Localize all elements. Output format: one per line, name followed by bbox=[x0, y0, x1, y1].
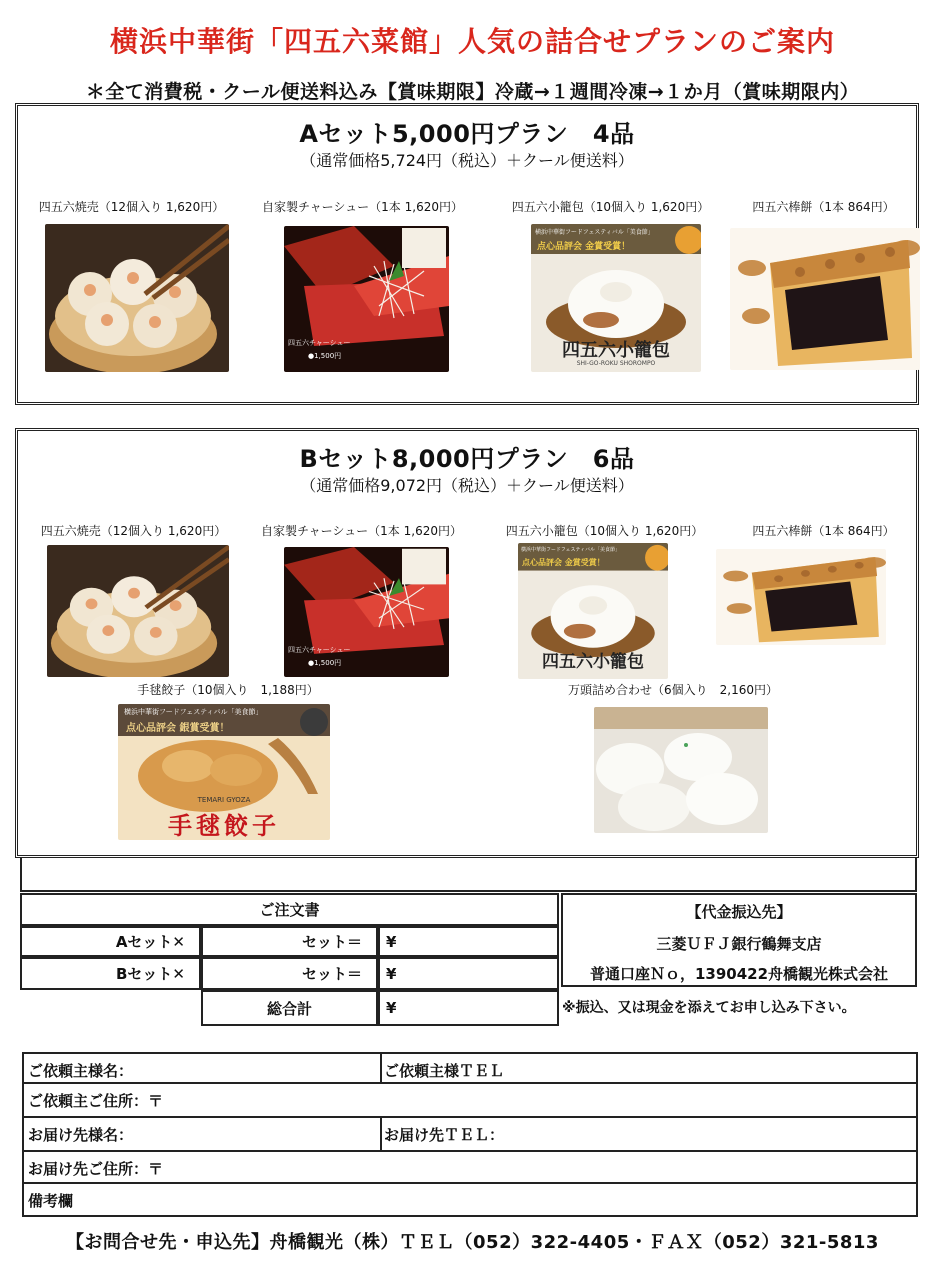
dest-name-field[interactable]: お届け先様名： bbox=[28, 1126, 134, 1144]
set-b-item-label: 四五六小籠包（10個入り 1,620円） bbox=[505, 524, 704, 538]
char-siu-photo-price: ●1,500円 bbox=[308, 352, 342, 360]
shumai-photo bbox=[45, 224, 229, 372]
set-a-heading: Aセット5,000円プラン 4品 bbox=[299, 120, 635, 148]
set-a-item-label: 四五六棒餅（1本 864円） bbox=[752, 200, 895, 214]
set-b-item-label: 四五六棒餅（1本 864円） bbox=[752, 524, 895, 538]
gyoza-photo bbox=[118, 704, 330, 840]
order-total-label: 総合計 bbox=[201, 990, 378, 1026]
order-row-a-amount[interactable]: ¥ bbox=[378, 926, 559, 957]
set-a-box bbox=[15, 103, 919, 405]
order-title: ご注文書 bbox=[20, 893, 559, 926]
set-b-item-label: 自家製チャーシュー（1本 1,620円） bbox=[261, 524, 462, 538]
order-row-a-qty[interactable]: セット＝ bbox=[201, 926, 378, 957]
order-total-amount[interactable]: ¥ bbox=[378, 990, 559, 1026]
xiaolongbao-photo-name: 四五六小籠包 bbox=[562, 340, 670, 361]
form-row-dest bbox=[24, 1116, 916, 1150]
order-row-b-amount[interactable]: ¥ bbox=[378, 957, 559, 990]
bank-note: ※振込、又は現金を添えてお申し込み下さい。 bbox=[562, 1000, 856, 1016]
form-divider bbox=[380, 1118, 382, 1150]
gyoza-photo-roman: TEMARI GYOZA bbox=[197, 796, 251, 804]
char-siu-photo-price: ●1,500円 bbox=[308, 659, 342, 667]
bank-account: 普通口座Ｎｏ，1390422舟橋観光株式会社 bbox=[589, 965, 889, 983]
set-b-item-label: 四五六焼売（12個入り 1,620円） bbox=[40, 524, 227, 538]
form-row-client bbox=[24, 1054, 916, 1082]
set-a-item-label: 自家製チャーシュー（1本 1,620円） bbox=[262, 200, 463, 214]
client-address-field[interactable]: ご依頼主ご住所：〒 bbox=[28, 1092, 164, 1110]
blank-row bbox=[20, 858, 917, 892]
xiaolongbao-photo bbox=[518, 543, 668, 679]
customer-form bbox=[22, 1052, 918, 1217]
xiaolongbao-photo-name: 四五六小籠包 bbox=[542, 652, 644, 672]
remarks-field[interactable]: 備考欄 bbox=[28, 1192, 74, 1210]
bar-cake-photo bbox=[716, 549, 886, 645]
dest-tel-field[interactable]: お届け先ＴＥＬ： bbox=[384, 1126, 505, 1144]
set-b-price: （通常価格9,072円（税込）＋クール便送料） bbox=[300, 476, 634, 495]
page-subtitle: ＊全て消費税・クール便送料込み【賞味期限】冷蔵→１週間冷凍→１か月（賞味期限内） bbox=[85, 81, 860, 103]
xiaolongbao-photo-award: 点心品評会 金賞受賞！ bbox=[537, 242, 631, 252]
client-name-field[interactable]: ご依頼主様名： bbox=[28, 1062, 134, 1080]
xiaolongbao-photo-banner: 横浜中華街フードフェスティバル「美食節」 bbox=[521, 547, 620, 553]
gyoza-photo-banner: 横浜中華街フードフェスティバル「美食節」 bbox=[124, 708, 263, 716]
char-siu-photo bbox=[284, 226, 449, 372]
manju-photo bbox=[594, 707, 768, 833]
set-a-item-label: 四五六焼売（12個入り 1,620円） bbox=[38, 200, 225, 214]
char-siu-photo-caption: 四五六チャーシュー bbox=[288, 339, 351, 347]
order-row-b-label: Bセット✕ bbox=[20, 957, 201, 990]
set-b-item-label: 万頭詰め合わせ（6個入り 2,160円） bbox=[568, 683, 778, 697]
bank-title: 【代金振込先】 bbox=[686, 903, 792, 921]
char-siu-photo bbox=[284, 547, 449, 677]
form-divider bbox=[380, 1054, 382, 1082]
set-b-item-label: 手毬餃子（10個入り 1,188円） bbox=[137, 683, 319, 697]
xiaolongbao-photo-roman: SHI-GO-ROKU SHOROMPO bbox=[576, 360, 656, 367]
gyoza-photo-award: 点心品評会 銀賞受賞！ bbox=[126, 723, 230, 734]
bank-info-box bbox=[561, 893, 917, 987]
bar-cake-photo bbox=[730, 228, 920, 370]
form-row-client-address bbox=[24, 1082, 916, 1116]
contact-line: 【お問合せ先・申込先】舟橋観光（株）ＴＥＬ（052）322-4405・ＦＡＸ（052）321-5813 bbox=[66, 1232, 879, 1253]
page-title: 横浜中華街「四五六菜館」人気の詰合せプランのご案内 bbox=[109, 25, 835, 58]
set-b-heading: Bセット8,000円プラン 6品 bbox=[299, 445, 635, 473]
form-row-remarks bbox=[24, 1182, 916, 1219]
order-row-a-label: Aセット✕ bbox=[20, 926, 201, 957]
set-a-item-label: 四五六小籠包（10個入り 1,620円） bbox=[511, 200, 710, 214]
order-row-b-qty[interactable]: セット＝ bbox=[201, 957, 378, 990]
xiaolongbao-photo-banner: 横浜中華街フードフェスティバル「美食節」 bbox=[535, 229, 654, 236]
set-a-price: （通常価格5,724円（税込）＋クール便送料） bbox=[300, 151, 634, 170]
dest-address-field[interactable]: お届け先ご住所：〒 bbox=[28, 1160, 164, 1178]
client-tel-field[interactable]: ご依頼主様ＴＥＬ bbox=[384, 1062, 505, 1080]
gyoza-photo-name: 手毬餃子 bbox=[168, 811, 280, 840]
shumai-photo bbox=[47, 545, 229, 677]
bank-branch: 三菱ＵＦＪ銀行鶴舞支店 bbox=[656, 935, 822, 953]
form-row-dest-address bbox=[24, 1150, 916, 1182]
char-siu-photo-caption: 四五六チャーシュー bbox=[288, 646, 351, 654]
xiaolongbao-photo bbox=[531, 224, 701, 372]
set-b-box bbox=[15, 428, 919, 858]
xiaolongbao-photo-award: 点心品評会 金賞受賞！ bbox=[522, 558, 605, 567]
